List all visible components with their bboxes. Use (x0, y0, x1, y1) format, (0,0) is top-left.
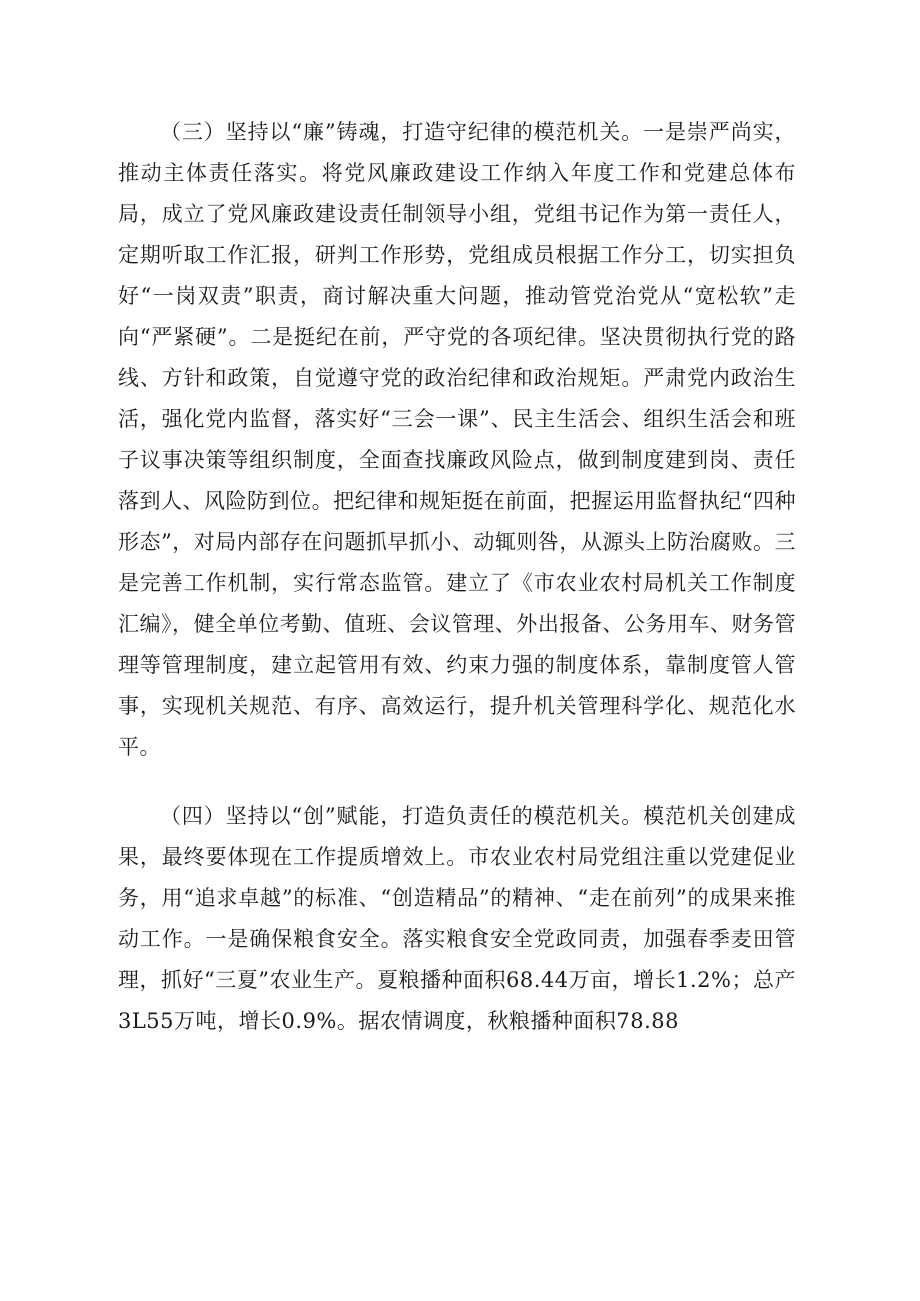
paragraph-section-four: （四）坚持以“创”赋能，打造负责任的模范机关。模范机关创建成果，最终要体现在工作提质增效上。市农业农村局党组注重以党建促业务，用“追求卓越”的标准、“创造精品”的精神、“走在前列”的成果来推动工作。一是确保粮食安全。落实粮食安全党政同责，加强春季麦田管理，抓好“三夏”农业生产。夏粮播种面积68.44万亩，增长1.2%；总产3L55万吨，增长0.9%。据农情调度，秋粮播种面积78.88 (118, 804, 796, 1033)
paragraph-section-three: （三）坚持以“廉”铸魂，打造守纪律的模范机关。一是崇严尚实，推动主体责任落实。将党风廉政建设工作纳入年度工作和党建总体布局，成立了党风廉政建设责任制领导小组，党组书记作为第一责任人，定期听取工作汇报，研判工作形势，党组成员根据工作分工，切实担负好“一岗双责”职责，商讨解决重大问题，推动管党治党从“宽松软”走向“严紧硬”。二是挺纪在前，严守党的各项纪律。坚决贯彻执行党的路线、方针和政策，自觉遵守党的政治纪律和政治规矩。严肃党内政治生活，强化党内监督，落实好“三会一课”、民主生活会、组织生活会和班子议事决策等组织制度，全面查找廉政风险点，做到制度建到岗、责任落到人、风险防到位。把纪律和规矩挺在前面，把握运用监督执纪“四种形态”，对局内部存在问题抓早抓小、动辄则咎，从源头上防治腐败。三是完善工作机制，实行常态监管。建立了《市农业农村局机关工作制度汇编》，健全单位考勤、值班、会议管理、外出报备、公务用车、财务管理等管理制度，建立起管用有效、约束力强的制度体系，靠制度管人管事，实现机关规范、有序、高效运行，提升机关管理科学化、规范化水平。 (118, 120, 796, 759)
document-body (118, 112, 796, 1042)
